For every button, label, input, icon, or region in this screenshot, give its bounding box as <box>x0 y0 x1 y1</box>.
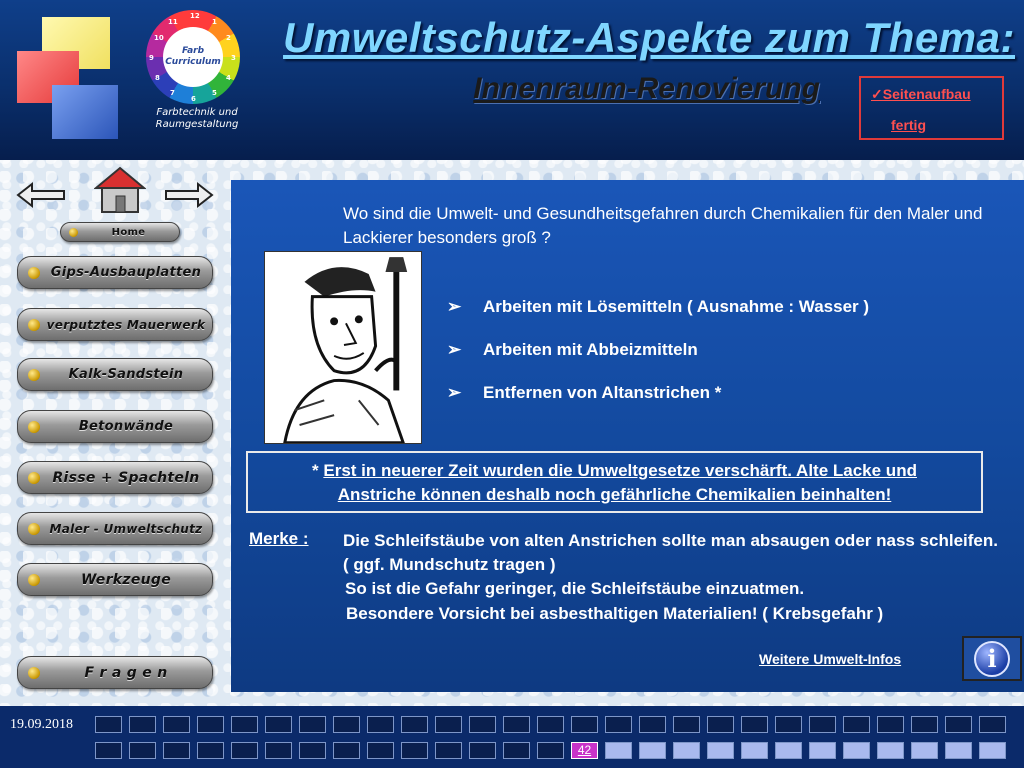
page-cell[interactable] <box>435 742 462 759</box>
page-cell[interactable] <box>911 742 938 759</box>
page-cell[interactable] <box>95 716 122 733</box>
nav-item-label: Risse + Spachteln <box>52 469 200 486</box>
info-line: Besondere Vorsicht bei asbesthaltigen Materialien! ( Krebsgefahr ) <box>346 604 884 623</box>
nav-item-label: verputztes Mauerwerk <box>46 317 206 332</box>
page-cell[interactable] <box>265 716 292 733</box>
page-cell[interactable] <box>639 716 666 733</box>
page-subtitle: Innenraum-Renovierung <box>473 72 820 105</box>
note-star: * <box>312 461 324 480</box>
page-cell[interactable] <box>639 742 666 759</box>
question-text: Wo sind die Umwelt- und Gesundheitsgefahren durch Chemikalien für den Maler und Lackierer besonders groß ? <box>343 204 983 247</box>
color-wheel-logo <box>146 10 240 104</box>
bullet-dot-icon <box>28 667 40 679</box>
nav-item-fragen[interactable] <box>17 656 213 689</box>
header-banner <box>0 0 1024 160</box>
nav-item-label: F r a g e n <box>84 664 168 681</box>
page-cell[interactable] <box>945 742 972 759</box>
wheel-number: 3 <box>231 54 236 62</box>
arrow-bullet-icon: ➢ <box>447 383 462 402</box>
note-text: Anstriche können deshalb noch gefährliche Chemikalien beinhalten! <box>337 485 892 504</box>
page-cell[interactable] <box>469 742 496 759</box>
more-info-link[interactable]: Weitere Umwelt-Infos <box>759 651 902 667</box>
page-cell[interactable] <box>503 742 530 759</box>
page-cell[interactable] <box>775 716 802 733</box>
painter-portrait-image <box>264 251 422 444</box>
nav-item-label: Werkzeuge <box>80 571 172 588</box>
wheel-number: 8 <box>155 74 160 82</box>
page-cell[interactable] <box>537 742 564 759</box>
page-cell[interactable] <box>809 742 836 759</box>
info-button[interactable] <box>962 636 1022 681</box>
wheel-number: 1 <box>212 18 217 26</box>
nav-item-mauerwerk[interactable] <box>17 308 213 341</box>
nav-item-label: Gips-Ausbauplatten <box>50 265 202 280</box>
page-cell[interactable] <box>265 742 292 759</box>
bullet-dot-icon <box>28 574 40 586</box>
bullet-dot-icon <box>28 472 40 484</box>
decor-square-blue <box>52 85 118 139</box>
page-cell[interactable] <box>231 742 258 759</box>
page-cell[interactable] <box>163 716 190 733</box>
page-cell[interactable] <box>333 742 360 759</box>
home-button[interactable] <box>60 222 180 242</box>
page-cell[interactable] <box>775 742 802 759</box>
page-cell[interactable] <box>605 716 632 733</box>
page-cell[interactable] <box>605 742 632 759</box>
page-cell[interactable] <box>707 716 734 733</box>
page-cell[interactable] <box>843 742 870 759</box>
page-cell[interactable] <box>367 742 394 759</box>
page-cell[interactable] <box>979 742 1006 759</box>
wheel-center <box>163 27 223 87</box>
wheel-number: 12 <box>190 12 200 20</box>
page-cell[interactable] <box>979 716 1006 733</box>
nav-item-maler-umweltschutz[interactable] <box>17 512 213 545</box>
list-item <box>447 383 721 403</box>
page-cell[interactable] <box>877 716 904 733</box>
logo-caption <box>152 107 242 131</box>
page-cell[interactable] <box>877 742 904 759</box>
logo-caption-line: Farbtechnik und <box>156 107 238 118</box>
date-label: 19.09.2018 <box>10 717 73 732</box>
wheel-number: 2 <box>226 34 231 42</box>
note-text: Erst in neuerer Zeit wurden die Umweltgesetze verschärft. Alte Lacke und <box>323 461 917 480</box>
bullet-dot-icon <box>28 523 40 535</box>
page-cell[interactable] <box>435 716 462 733</box>
page-cell[interactable] <box>945 716 972 733</box>
wheel-number: 11 <box>168 18 178 26</box>
page-cell[interactable] <box>197 742 224 759</box>
bullet-text: Entfernen von Altanstrichen * <box>483 383 722 402</box>
bullet-dot-icon <box>69 228 78 237</box>
wheel-number: 9 <box>149 54 154 62</box>
list-item <box>447 340 698 360</box>
page-cell[interactable] <box>401 716 428 733</box>
arrow-right-icon[interactable] <box>164 180 214 210</box>
logo-center-text: Farb <box>181 46 205 56</box>
status-line[interactable]: fertig <box>891 117 926 133</box>
status-line[interactable]: ✓Seitenaufbau <box>871 86 971 102</box>
page-cell[interactable] <box>163 742 190 759</box>
bullet-text: Arbeiten mit Abbeizmitteln <box>483 340 698 359</box>
page-cell[interactable] <box>95 742 122 759</box>
home-button-label: Home <box>111 226 146 238</box>
page-cell[interactable] <box>367 716 394 733</box>
note-box <box>246 451 983 513</box>
bullet-text: Arbeiten mit Lösemitteln ( Ausnahme : Wasser ) <box>483 297 870 316</box>
page-title: Umweltschutz-Aspekte zum Thema: <box>283 14 1015 61</box>
page-cell[interactable] <box>809 716 836 733</box>
current-page-cell[interactable]: 42 <box>571 742 598 759</box>
page-cell[interactable] <box>707 742 734 759</box>
page-cell[interactable] <box>299 716 326 733</box>
arrow-left-icon[interactable] <box>16 180 66 210</box>
page-cell[interactable] <box>741 742 768 759</box>
page-cell[interactable] <box>673 742 700 759</box>
nav-item-label: Maler - Umweltschutz <box>49 521 203 536</box>
nav-item-label: Betonwände <box>78 419 174 434</box>
arrow-bullet-icon: ➢ <box>447 340 462 359</box>
page-cell[interactable] <box>231 716 258 733</box>
nav-item-gips[interactable] <box>17 256 213 289</box>
page-cell[interactable] <box>401 742 428 759</box>
page-cell[interactable] <box>571 716 598 733</box>
nav-item-kalksandstein[interactable] <box>17 358 213 391</box>
page-cell[interactable] <box>299 742 326 759</box>
nav-item-risse-spachteln[interactable] <box>17 461 213 494</box>
page-cell[interactable] <box>333 716 360 733</box>
merke-text: Die Schleifstäube von alten Anstrichen sollte man absaugen oder nass schleifen. ( ggf. Mundschutz tragen ) <box>343 531 998 574</box>
house-icon[interactable] <box>94 166 146 214</box>
wheel-number: 10 <box>154 34 164 42</box>
arrow-bullet-icon: ➢ <box>447 297 462 316</box>
nav-item-werkzeuge[interactable] <box>17 563 213 596</box>
content-panel <box>231 180 1024 692</box>
info-icon: i <box>974 641 1010 677</box>
page-cell[interactable] <box>673 716 700 733</box>
bullet-dot-icon <box>28 319 40 331</box>
logo-caption-line: Raumgestaltung <box>155 119 239 130</box>
page-cell[interactable] <box>197 716 224 733</box>
wheel-number: 7 <box>170 89 175 97</box>
merke-label: Merke : <box>249 529 309 548</box>
bullet-dot-icon <box>28 267 40 279</box>
page-cell[interactable] <box>741 716 768 733</box>
page-cell[interactable] <box>129 742 156 759</box>
page-cell[interactable] <box>129 716 156 733</box>
wheel-number: 6 <box>191 95 196 103</box>
status-box <box>859 76 1004 140</box>
bullet-dot-icon <box>28 421 40 433</box>
page-cell[interactable] <box>911 716 938 733</box>
page-cell[interactable] <box>503 716 530 733</box>
page-cell[interactable] <box>537 716 564 733</box>
page-cell[interactable] <box>469 716 496 733</box>
info-line: So ist die Gefahr geringer, die Schleifstäube einzuatmen. <box>345 579 805 598</box>
wheel-number: 5 <box>212 89 217 97</box>
page-cell[interactable] <box>843 716 870 733</box>
bullet-dot-icon <box>28 369 40 381</box>
wheel-number: 4 <box>226 74 231 82</box>
list-item <box>447 297 869 317</box>
nav-item-label: Kalk-Sandstein <box>68 367 184 382</box>
nav-item-betonwaende[interactable] <box>17 410 213 443</box>
logo-center-text: Curriculum <box>165 57 221 67</box>
